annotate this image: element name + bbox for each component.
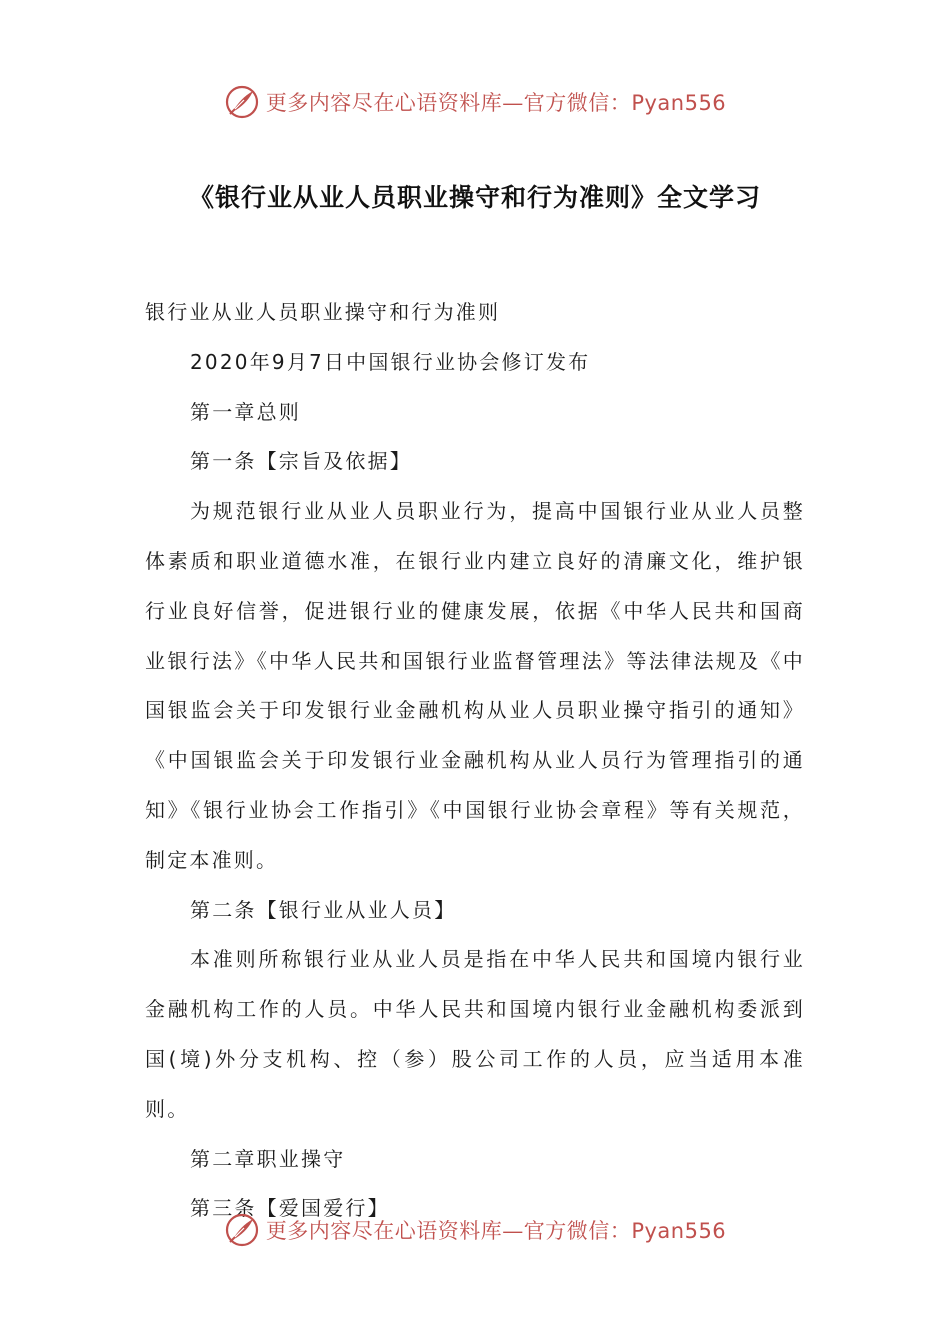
article-body: 为规范银行业从业人员职业行为，提高中国银行业从业人员整体素质和职业道德水准，在银行业内建立良好的清廉文化，维护银行业良好信誉，促进银行业的健康发展，依据《中华人民共和国商业银行法》《中华人民共和国银行业监督管理法》等法律法规及《中国银监会关于印发银行业金融机构从业人员职业操守指引的通知》《中国银监会关于印发银行业金融机构从业人员行为管理指引的通知》《银行业协会工作指引》《中国银行业协会章程》等有关规范，制定本准则。 bbox=[145, 499, 805, 872]
chapter-heading: 第一章总则 bbox=[190, 399, 301, 424]
article-heading: 第三条【爱国爱行】 bbox=[190, 1196, 390, 1221]
document-body bbox=[145, 288, 805, 1234]
article-body: 本准则所称银行业从业人员是指在中华人民共和国境内银行业金融机构工作的人员。中华人民共和国境内银行业金融机构委派到国(境)外分支机构、控（参）股公司工作的人员，应当适用本准则。 bbox=[145, 947, 805, 1121]
article-heading: 第二条【银行业从业人员】 bbox=[190, 897, 457, 922]
header-watermark bbox=[0, 82, 950, 122]
footer-watermark bbox=[0, 1210, 950, 1250]
watermark-text: 更多内容尽在心语资料库—官方微信：Pyan556 bbox=[265, 91, 727, 115]
chapter-heading: 第二章职业操守 bbox=[190, 1146, 346, 1171]
article-heading: 第一条【宗旨及依据】 bbox=[190, 449, 412, 474]
quill-logo-icon bbox=[224, 1212, 260, 1248]
watermark-text: 更多内容尽在心语资料库—官方微信：Pyan556 bbox=[265, 1219, 727, 1243]
quill-logo-icon bbox=[224, 84, 260, 120]
doc-subtitle: 银行业从业人员职业操守和行为准则 bbox=[145, 300, 501, 324]
document-title: 《银行业从业人员职业操守和行为准则》全文学习 bbox=[188, 183, 761, 212]
publish-date: 2020年9月7日中国银行业协会修订发布 bbox=[190, 349, 591, 374]
